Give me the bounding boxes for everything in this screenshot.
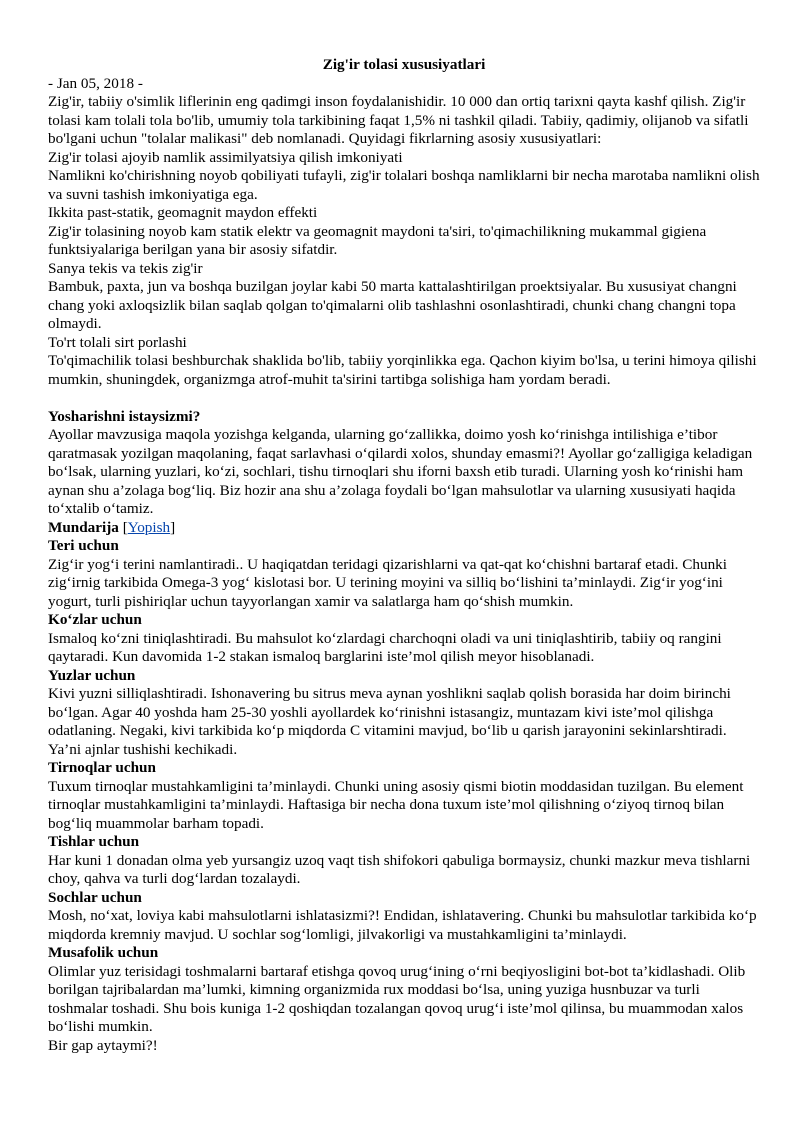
- feature-heading: Sanya tekis va tekis zig'ir: [48, 259, 203, 277]
- document-title: Zig'ir tolasi xususiyatlari: [322, 56, 486, 73]
- feature-text: Zig'ir tolasining noyob kam statik elektr va geomagnit maydoni ta'siri, to'qimachilikning mukammal gigiena funktsiyalariga berilgan yana bir asosiy sifatdir.: [48, 222, 707, 258]
- feature-heading: Ikkita past-statik, geomagnit maydon effekti: [48, 204, 318, 221]
- section-text-nails: Tuxum tirnoqlar mustahkamligini ta’minlaydi. Chunki uning asosiy qismi biotin moddasidan tuzilgan. Bu element tirnoqlar mustahkamligini ta’minlaydi. Haftasiga bir necha dona tuxum iste’mol qilishning o‘ziyoq tirnoq bilan bog‘liq muammolar barham topadi.: [48, 777, 744, 832]
- toc-bracket-close: ]: [170, 518, 176, 536]
- feature-text: To'qimachilik tolasi beshburchak shaklida bo'lib, tabiiy yorqinlikka ega. Qachon kiyim bo'lsa, u terini himoya qilishi mumkin, shuningdek, organizmga atrof-muhit ta'sirini tartibga solishiga ham yordam beradi.: [48, 352, 757, 388]
- toc-label: Mundarija: [48, 518, 119, 536]
- paragraph-spacer: [48, 389, 760, 408]
- section-text-eyes: Ismaloq ko‘zni tiniqlashtiradi. Bu mahsulot ko‘zlardagi charchoqni oladi va uni tiniqlashtirib, tabiiy oq rangini qaytaradi. Kun davomida 1-2 stakan ismaloq barglarini iste’mol qilish meyor hisoblanadi.: [48, 629, 722, 665]
- section-text-face: Kivi yuzni silliqlashtiradi. Ishonavering bu sitrus meva aynan yoshlikni saqlab qolish borasida har doim birinchi bo‘lgan. Agar 40 yoshda ham 25-30 yoshli ayollardek ko‘rinishni istasangiz, muntazam kivi iste’mol qilishga odatlaning. Negaki, kivi tarkibida ko‘p miqdorda C vitamini mavjud, bo‘lib u qarish jarayonini sekinlarshtiradi. Ya’ni ajnlar tushishi kechikadi.: [48, 685, 731, 758]
- section-heading-nails: Tirnoqlar uchun: [48, 759, 156, 776]
- intro-paragraph: Zig'ir, tabiiy o'simlik liflerinin eng qadimgi inson foydalanishidir. 10 000 dan ortiq tarixni qayta kashf qilish. Zig'ir tolasi kam tolali tola bo'lib, umumiy tola tarkibining faqat 1,5% ni tashkil qiladi. Tabiiy, qadimiy, olijanob va sifatli bo'lgani uchun "tolalar malikasi" deb nomlanadi. Quyidagi fikrlarning asosiy xususiyatlari:: [48, 93, 749, 147]
- table-of-contents: [48, 519, 760, 538]
- section-heading-hair: Sochlar uchun: [48, 888, 142, 906]
- toc-bracket-open: [: [118, 518, 128, 536]
- section-heading-eyes: Ko‘zlar uchun: [48, 611, 142, 628]
- section-text-teeth: Har kuni 1 donadan olma yeb yursangiz uzoq vaqt tish shifokori qabuliga bormaysiz, chunki mazkur meva tishlarni choy, qahva va turli dog‘lardan tozalaydi.: [48, 851, 751, 887]
- document-page: [48, 56, 760, 1055]
- section-heading-face: Yuzlar uchun: [48, 666, 136, 684]
- section-heading-complexion: Musafolik uchun: [48, 944, 159, 961]
- section-heading-youth: Yosharishni istaysizmi?: [48, 407, 201, 425]
- feature-heading: Zig'ir tolasi ajoyib namlik assimilyatsiya qilish imkoniyati: [48, 148, 403, 166]
- toc-hide-link[interactable]: Yopish: [127, 518, 171, 536]
- closing-line: Bir gap aytaymi?!: [48, 1036, 158, 1054]
- post-date: - Jan 05, 2018 -: [48, 74, 143, 92]
- section-heading-teeth: Tishlar uchun: [48, 833, 140, 850]
- section-heading-skin: Teri uchun: [48, 537, 119, 554]
- feature-text: Bambuk, paxta, jun va boshqa buzilgan joylar kabi 50 marta kattalashtirilgan proektsiyalar. Bu xususiyat changni chang yoki axloqsizlik bilan saqlab qolgan to'qimalarni olib tashlashni osonlashtiradi, chunki chang changni topa olmaydi.: [48, 278, 737, 332]
- feature-text: Namlikni ko'chirishning noyob qobiliyati tufayli, zig'ir tolalari boshqa namliklarni bir necha marotaba namlikni olish va suvni tashish imkoniyatiga ega.: [48, 167, 760, 203]
- section-text-skin: Zig‘ir yog‘i terini namlantiradi.. U haqiqatdan teridagi qizarishlarni va qat-qat ko‘chishni bartaraf etadi. Chunki zig‘irnig tarkibida Omega-3 yog‘ kislotasi bor. U terining moyini va silliq bo‘lishini ta’minlaydi. Zig‘ir yog‘ini yogurt, turli pishiriqlar uchun tayyorlangan xamir va salatlarga ham qo‘shish mumkin.: [48, 555, 727, 610]
- section-text-hair: Mosh, no‘xat, loviya kabi mahsulotlarni ishlatasizmi?! Endidan, ishlatavering. Chunki bu mahsulotlar tarkibida ko‘p miqdorda kremniy mavjud. U sochlar sog‘lomligi, jilvakorligi va mustahkamligini ta’minlaydi.: [48, 907, 757, 943]
- feature-heading: To'rt tolali sirt porlashi: [48, 333, 187, 351]
- section-text-complexion: Olimlar yuz terisidagi toshmalarni bartaraf etishga qovoq urug‘ining o‘rni beqiyosligini bot-bot ta’kidlashadi. Olib borilgan tajribalardan ma’lumki, kimning organizmida rux moddasi bo‘lsa, uning yuziga husnbuzar va turli toshmalar toshadi. Shu bois kuniga 1-2 qoshiqdan tozalangan qovoq urug‘i iste’mol qilinsa, bu muammodan xalos bo‘lishi mumkin.: [48, 962, 746, 1035]
- section-text-youth: Ayollar mavzusiga maqola yozishga kelganda, ularning go‘zallikka, doimo yosh ko‘rinishga intilishiga e’tibor qaratmasak yozilgan maqolaning, faqat sarlavhasi o‘qilardi xolos, shunday emasmi?! Ayollar go‘zalligiga keladigan bo‘lsak, ularning yuzlari, ko‘zi, sochlari, tishu tirnoqlari shu iforni baxsh etib turadi. Ularning yosh ko‘rinishi ham aynan shu a’zolaga bog‘liq. Biz hozir ana shu a’zolaga foydali bo‘lgan mahsulotlar va ularning xususiyati haqida to‘xtalib o‘tamiz.: [48, 426, 753, 517]
